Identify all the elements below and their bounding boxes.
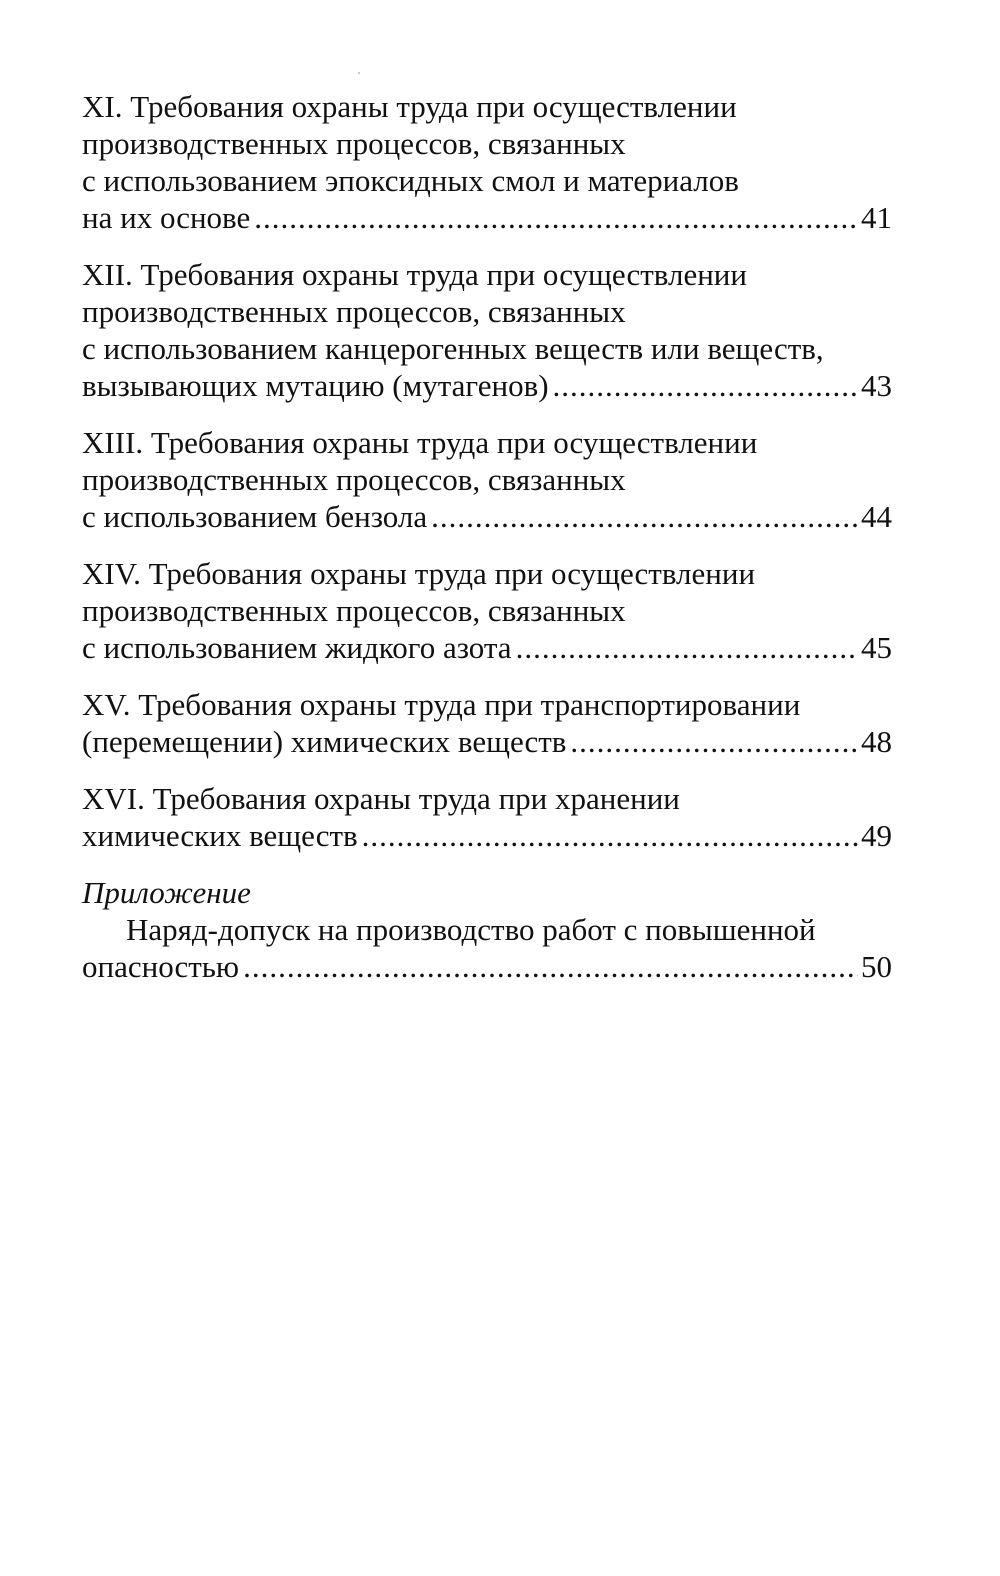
toc-page-number: 49 — [861, 818, 892, 853]
toc-entry-line: химических веществ — [82, 818, 358, 853]
dot-leader — [362, 817, 858, 854]
toc-entry-last-line — [82, 948, 892, 985]
toc-entry-line: XIII. Требования охраны труда при осуществлении — [82, 425, 758, 460]
toc-entry-line: производственных процессов, связанных — [82, 126, 626, 161]
toc-entry-line: XI. Требования охраны труда при осуществлении — [82, 89, 737, 124]
toc-page-number: 43 — [861, 368, 892, 403]
toc-entry-xvi[interactable] — [82, 780, 892, 854]
toc-entry-last-line — [82, 367, 892, 404]
toc-entry-line: с использованием бензола — [82, 499, 428, 534]
toc-entry-xi[interactable] — [82, 88, 892, 236]
toc-entry-line: XIV. Требования охраны труда при осуществлении — [82, 556, 756, 591]
toc-entry-line: с использованием жидкого азота — [82, 630, 512, 665]
toc-entry-line: производственных процессов, связанных — [82, 462, 626, 497]
toc-entry-xiii[interactable] — [82, 424, 892, 535]
toc-entry-last-line — [82, 723, 892, 760]
dot-leader — [553, 367, 858, 404]
toc-entry-line: XV. Требования охраны труда при транспортировании — [82, 687, 801, 722]
toc-entry-line: производственных процессов, связанных — [82, 593, 626, 628]
toc-entry-line: XII. Требования охраны труда при осуществлении — [82, 257, 747, 292]
toc-page-number: 45 — [861, 630, 892, 665]
toc-entry-xii[interactable] — [82, 256, 892, 404]
toc-entry-line: с использованием эпоксидных смол и материалов — [82, 163, 739, 198]
toc-entry-line: вызывающих мутацию (мутагенов) — [82, 368, 549, 403]
toc-entry-line: производственных процессов, связанных — [82, 294, 626, 329]
appendix-title: Приложение — [82, 875, 251, 910]
toc-entry-line: опасностью — [82, 949, 240, 984]
toc-appendix[interactable] — [82, 874, 892, 985]
dot-leader — [243, 948, 858, 985]
scan-speck — [358, 72, 360, 74]
toc-entry-line: XVI. Требования охраны труда при хранении — [82, 781, 680, 816]
dot-leader — [431, 498, 858, 535]
toc-entry-xiv[interactable] — [82, 555, 892, 666]
toc-page-number: 44 — [861, 499, 892, 534]
toc-entry-last-line — [82, 817, 892, 854]
dot-leader — [570, 723, 858, 760]
toc-entry-last-line — [82, 498, 892, 535]
toc-entry-line: Наряд-допуск на производство работ с повышенной — [126, 912, 816, 947]
dot-leader — [254, 199, 858, 236]
toc-entry-line: на их основе — [82, 200, 251, 235]
table-of-contents — [82, 88, 892, 1005]
toc-entry-last-line — [82, 199, 892, 236]
dot-leader — [516, 629, 858, 666]
toc-entry-xv[interactable] — [82, 686, 892, 760]
toc-page-number: 41 — [861, 200, 892, 235]
toc-page-number: 48 — [861, 724, 892, 759]
toc-entry-line: (перемещении) химических веществ — [82, 724, 567, 759]
toc-entry-line: с использованием канцерогенных веществ или веществ, — [82, 331, 824, 366]
toc-page-number: 50 — [861, 949, 892, 984]
toc-entry-last-line — [82, 629, 892, 666]
